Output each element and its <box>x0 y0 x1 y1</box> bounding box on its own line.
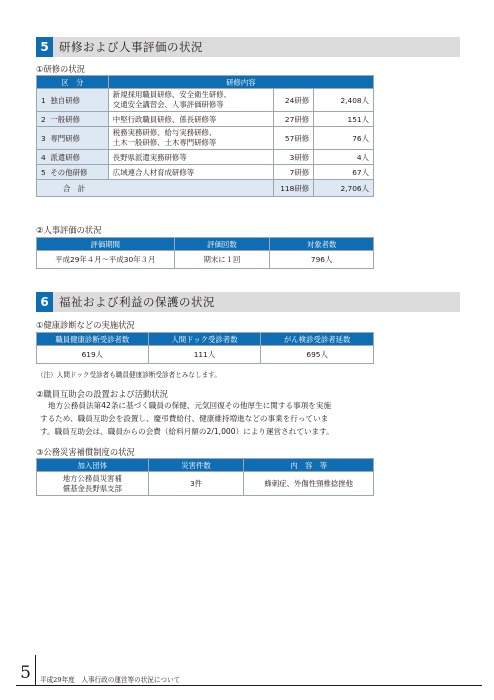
header-category: 区 分 <box>37 76 109 89</box>
header-dock: 人間ドック受診者数 <box>148 333 261 346</box>
courses-cell: 27研修 <box>274 112 314 127</box>
total-courses: 118研修 <box>274 180 314 197</box>
section-6-header <box>36 292 460 312</box>
org-cell: 地方公務員災害補 償基金長野県支部 <box>37 472 149 496</box>
people-cell: 796人 <box>270 251 374 269</box>
header-health-check: 職員健康診断受診者数 <box>37 333 149 346</box>
period-cell: 平成29年４月～平成30年３月 <box>37 251 175 269</box>
header-count: 災害件数 <box>148 459 244 472</box>
content-cell: 新規採用職員研修、安全衛生研修、 交通安全講習会、人事評価研修等 <box>108 89 273 112</box>
courses-cell: 7研修 <box>274 165 314 180</box>
header-content: 内 容 等 <box>244 459 374 472</box>
header-count: 評価回数 <box>174 238 270 251</box>
total-label: 合 計 <box>37 180 274 197</box>
section-title: 研修および人事評価の状況 <box>59 40 203 54</box>
courses-cell: 3研修 <box>274 150 314 165</box>
table-row <box>37 165 374 180</box>
category-cell: 5 その他研修 <box>37 165 109 180</box>
table-row <box>37 89 374 112</box>
table-row <box>37 472 374 496</box>
people-cell: 4人 <box>314 150 374 165</box>
page-number: 5 <box>16 655 36 685</box>
header-period: 評価期間 <box>37 238 175 251</box>
table-row <box>37 251 374 269</box>
evaluation-table <box>36 237 374 269</box>
people-cell: 76人 <box>314 127 374 150</box>
health-heading: ①健康診断などの実施状況 <box>36 320 135 330</box>
count-cell: 3件 <box>148 472 244 496</box>
accident-heading: ③公務災害補償制度の状況 <box>36 447 135 457</box>
training-heading: ①研修の状況 <box>36 64 85 74</box>
section-5-header <box>36 37 460 57</box>
content-cell: 蜂刺症、外傷性頸椎捻挫他 <box>244 472 374 496</box>
courses-cell: 24研修 <box>274 89 314 112</box>
category-cell: 1 独自研修 <box>37 89 109 112</box>
evaluation-heading: ②人事評価の状況 <box>36 225 102 235</box>
value-cell: 111人 <box>148 346 261 364</box>
mutual-paragraph: 地方公務員法第42条に基づく職員の保健、元気回復その他厚生に関する事項を実施 するため、職員互助会を設置し、慶弔費給付、健康維持増進などの事業を行っていま す。職員互助会は、職員からの会費（給料月額の2/1,000）により運営されています。 <box>40 401 334 436</box>
table-row <box>37 127 374 150</box>
people-cell: 2,408人 <box>314 89 374 112</box>
content-cell: 税務実務研修、給与実務研修、 土木一般研修、土木専門研修等 <box>108 127 273 150</box>
mutual-heading: ②職員互助会の設置および活動状況 <box>36 389 168 399</box>
header-people: 対象者数 <box>270 238 374 251</box>
content-cell: 中堅行政職員研修、係長研修等 <box>108 112 273 127</box>
header-org: 加入団体 <box>37 459 149 472</box>
footer-text: 平成29年度 人事行政の運営等の状況について <box>40 676 181 684</box>
table-row <box>37 112 374 127</box>
content-cell: 長野県派遣実務研修等 <box>108 150 273 165</box>
section-title: 福祉および利益の保護の状況 <box>59 295 215 309</box>
section-number: 6 <box>36 292 53 312</box>
table-row <box>37 150 374 165</box>
health-note: （注）人間ドック受診者も職員健康診断受診者とみなします。 <box>37 371 221 379</box>
courses-cell: 57研修 <box>274 127 314 150</box>
footer-rule <box>16 685 482 686</box>
training-table <box>36 75 374 197</box>
people-cell: 151人 <box>314 112 374 127</box>
category-cell: 3 専門研修 <box>37 127 109 150</box>
accident-table <box>36 458 374 496</box>
category-cell: 2 一般研修 <box>37 112 109 127</box>
table-row <box>37 346 374 364</box>
value-cell: 619人 <box>37 346 149 364</box>
header-content: 研修内容 <box>108 76 373 89</box>
value-cell: 695人 <box>261 346 374 364</box>
total-people: 2,706人 <box>314 180 374 197</box>
section-number: 5 <box>36 37 53 57</box>
count-cell: 期末に１回 <box>174 251 270 269</box>
total-row <box>37 180 374 197</box>
content-cell: 広域連合人材育成研修等 <box>108 165 273 180</box>
header-cancer: がん検診受診者延数 <box>261 333 374 346</box>
people-cell: 67人 <box>314 165 374 180</box>
category-cell: 4 派遣研修 <box>37 150 109 165</box>
health-table <box>36 332 374 364</box>
